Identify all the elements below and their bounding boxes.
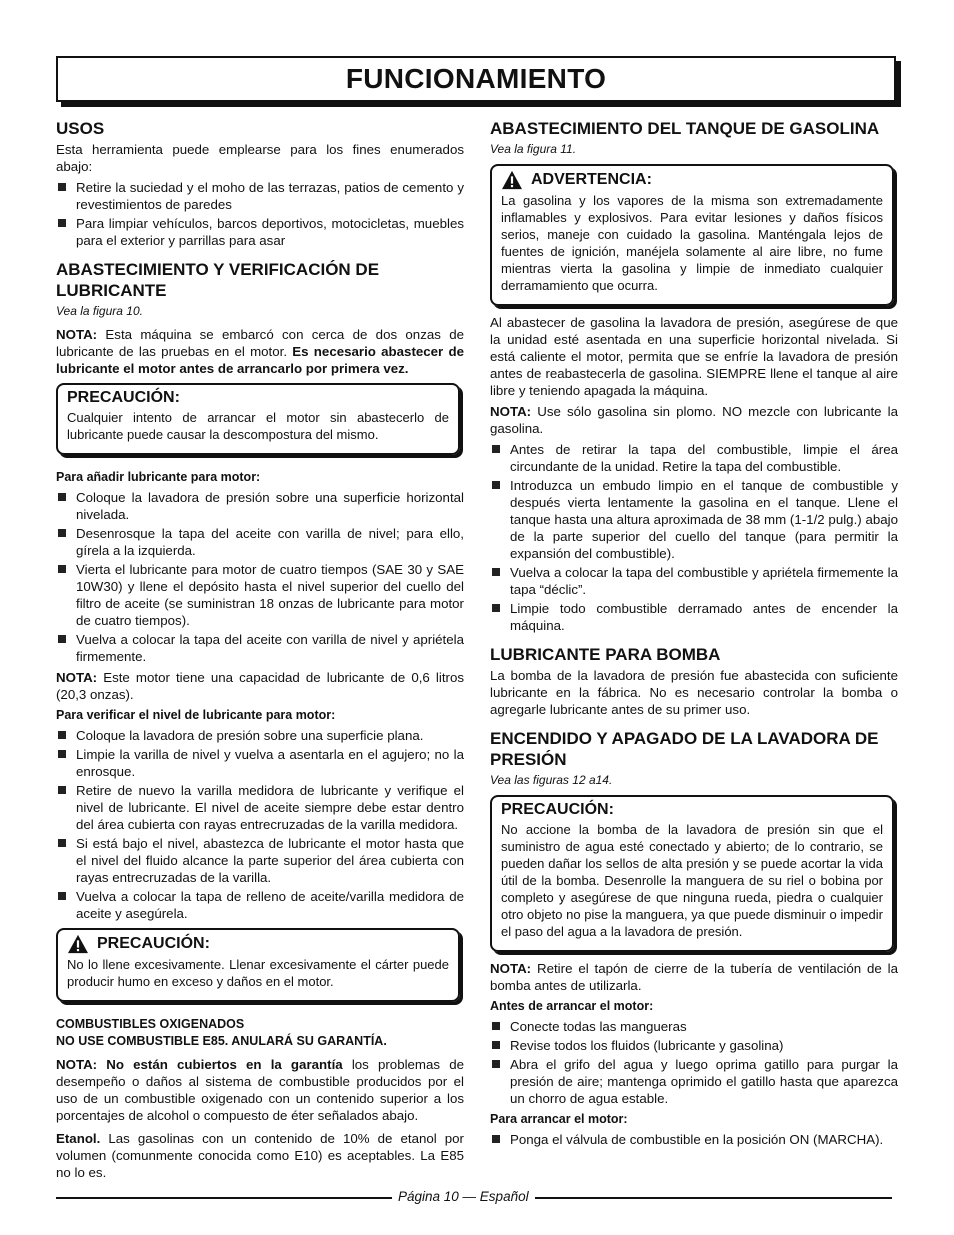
- para-heading: Para arrancar el motor:: [490, 1112, 628, 1126]
- gasolina-nota: NOTA: Use sólo gasolina sin plomo. NO mezcle con lubricante la gasolina.: [490, 404, 898, 436]
- list-item: Ponga el válvula de combustible en la posición ON (MARCHA).: [490, 1131, 898, 1148]
- bomba-heading: LUBRICANTE PARA BOMBA: [490, 645, 721, 664]
- lubricante-nota: NOTA: Esta máquina se embarcó con cerca de dos onzas de lubricante de las pruebas en el motor. Es necesario abastecer de lubricante el motor antes de arrancarlo por primera vez.: [56, 327, 464, 376]
- warning-icon: [67, 934, 89, 954]
- nota-label: NOTA:: [56, 327, 98, 342]
- page-footer: Página 10 — Español: [392, 1189, 535, 1204]
- list-item: Vierta el lubricante para motor de cuatro tiempos (SAE 30 y SAE 10W30) y llene el depósito hasta el nivel superior del cuello del filtro de aceite (se suministran 18 onzas de lubricante para motor de cuatro tiempos).: [56, 561, 464, 629]
- list-item: Abra el grifo del agua y luego oprima gatillo para purgar la presión de aire; mantenga oprimido el gatillo hasta que aparezca un chorro de agua estable.: [490, 1056, 898, 1107]
- list-item: Introduzca un embudo limpio en el tanque de combustible y después vierta lentamente la gasolina en el tanque. Llene el tanque hasta una altura aproximada de 38 mm (1-1/2 pulg.) abajo de la parte superior del cuello del tanque (para permitir la expansión del combustible).: [490, 477, 898, 562]
- precaucion-text: No accione la bomba de la lavadora de presión sin que el suministro de agua esté conectado y abierto; de lo contrario, se pueden dañar los sellos de alta presión y se puede acortar la vida útil de la bomba. Desenrolle la manguera de su riel o bobina por completo y asegúrese de que ninguna rueda, piedra o cualquier otro objeto no pise la manguera, ya que puede disminuir o impedir el paso del agua a la lavadora de presión.: [501, 822, 883, 939]
- warning-icon: [501, 170, 523, 190]
- list-item: Vuelva a colocar la tapa de relleno de aceite/varilla medidora de aceite y asegúrela.: [56, 888, 464, 922]
- lubricante-heading: ABASTECIMIENTO Y VERIFICACIÓN DE LUBRICANTE: [56, 260, 380, 300]
- encendido-heading: ENCENDIDO Y APAGADO DE LA LAVADORA DE PRESIÓN: [490, 729, 879, 769]
- antes-heading: Antes de arrancar el motor:: [490, 999, 654, 1013]
- advertencia-box: [490, 164, 894, 306]
- para-list: [490, 1131, 898, 1148]
- list-item: Vuelva a colocar la tapa del aceite con varilla de nivel y apriétela firmemente.: [56, 631, 464, 665]
- page-title-box: [56, 56, 896, 102]
- precaucion-box-1: [56, 383, 460, 455]
- precaucion-heading: PRECAUCIÓN:: [67, 389, 180, 406]
- page-title: FUNCIONAMIENTO: [345, 63, 607, 94]
- usos-list: [56, 179, 464, 249]
- precaucion-heading: PRECAUCIÓN:: [501, 801, 614, 818]
- antes-list: [490, 1018, 898, 1107]
- gasolina-paragraph: Al abastecer de gasolina la lavadora de presión, asegúrese de que la unidad esté asentada en una superficie horizontal nivelada. Si está caliente el motor, permita que se enfríe la lavadora de presión antes de reabastecerla de gasolina. SIEMPRE llene el tanque al aire libre y teniendo apagada la máquina.: [490, 315, 898, 398]
- precaucion-text: No lo llene excesivamente. Llenar excesivamente el cárter puede producir humo en exceso y daños en el motor.: [67, 957, 449, 989]
- bomba-text: La bomba de la lavadora de presión fue abastecida con suficiente lubricante en la fábrica. No es necesario controlar la bomba o agregarle lubricante antes de su primer uso.: [490, 668, 898, 717]
- anadir-nota: NOTA: Este motor tiene una capacidad de lubricante de 0,6 litros (20,3 onzas).: [56, 670, 464, 702]
- usos-intro: Esta herramienta puede emplearse para los fines enumerados abajo:: [56, 142, 464, 174]
- list-item: Retire de nuevo la varilla medidora de lubricante y verifique el nivel de lubricante. El nivel de aceite siempre debe estar dentro del área cubierta con rayas entrecruzadas de la varilla medidora.: [56, 782, 464, 833]
- verificar-list: [56, 727, 464, 922]
- list-item: Para limpiar vehículos, barcos deportivos, motocicletas, muebles para el exterior y parrillas para asar: [56, 215, 464, 249]
- oxigenados-nota: NOTA: No están cubiertos en la garantía los problemas de desempeño o daños al sistema de combustible producidos por el uso de un combustible oxigenado con un contenido superior a los porcentajes de alcohol o compuesto de éter señalados abajo.: [56, 1057, 464, 1123]
- advertencia-heading: ADVERTENCIA:: [531, 171, 652, 188]
- advertencia-text: La gasolina y los vapores de la misma son extremadamente inflamables y explosivos. Para evitar lesiones y daños físicos serios, maneje con cuidado la gasolina. Manténgala lejos de fuentes de ignición, manéjela solamente al aire libre, no fume mientras vierta la gasolina y limpie de inmediato cualquier derramamiento que ocurra.: [501, 193, 883, 293]
- etanol-paragraph: Etanol. Las gasolinas con un contenido de 10% de etanol por volumen (comunmente conocida como E10) es aceptables. La E85 no lo es.: [56, 1131, 464, 1180]
- anadir-list: [56, 489, 464, 665]
- list-item: Limpie la varilla de nivel y vuelva a asentarla en el agujero; no la enrosque.: [56, 746, 464, 780]
- precaucion-heading: PRECAUCIÓN:: [97, 935, 210, 952]
- list-item: Revise todos los fluidos (lubricante y gasolina): [490, 1037, 898, 1054]
- verificar-heading: Para verificar el nivel de lubricante para motor:: [56, 708, 336, 722]
- precaucion-text: Cualquier intento de arrancar el motor sin abastecerlo de lubricante puede causar la descompostura del mismo.: [67, 410, 449, 442]
- anadir-heading: Para añadir lubricante para motor:: [56, 470, 261, 484]
- figure-reference: Vea la figura 10.: [56, 304, 143, 318]
- oxigenados-heading: COMBUSTIBLES OXIGENADOS: [56, 1017, 245, 1031]
- list-item: Desenrosque la tapa del aceite con varilla de nivel; para ello, gírela a la izquierda.: [56, 525, 464, 559]
- arranque-nota: NOTA: Retire el tapón de cierre de la tubería de ventilación de la bomba antes de utilizarla.: [490, 961, 898, 993]
- usos-heading: USOS: [56, 119, 105, 138]
- precaucion-box-3: [490, 795, 894, 952]
- list-item: Antes de retirar la tapa del combustible, limpie el área circundante de la unidad. Retire la tapa del combustible.: [490, 441, 898, 475]
- list-item: Coloque la lavadora de presión sobre una superficie horizontal nivelada.: [56, 489, 464, 523]
- gasolina-heading: ABASTECIMIENTO DEL TANQUE DE GASOLINA: [490, 119, 880, 138]
- list-item: Si está bajo el nivel, abastezca de lubricante el motor hasta que el nivel del fluido alcance la parte superior del área cubierta con rayas entrecruzadas de la varilla.: [56, 835, 464, 886]
- e85-warning: NO USE COMBUSTIBLE E85. ANULARÁ SU GARANTÍA.: [56, 1034, 387, 1048]
- left-column: [56, 118, 464, 1185]
- figure-reference: Vea las figuras 12 a14.: [490, 773, 613, 787]
- list-item: Conecte todas las mangueras: [490, 1018, 898, 1035]
- list-item: Limpie todo combustible derramado antes de encender la máquina.: [490, 600, 898, 634]
- list-item: Retire la suciedad y el moho de las terrazas, patios de cemento y revestimientos de paredes: [56, 179, 464, 213]
- list-item: Vuelva a colocar la tapa del combustible y apriétela firmemente la tapa “déclic”.: [490, 564, 898, 598]
- gasolina-list: [490, 441, 898, 634]
- precaucion-box-2: [56, 928, 460, 1002]
- list-item: Coloque la lavadora de presión sobre una superficie plana.: [56, 727, 464, 744]
- figure-reference: Vea la figura 11.: [490, 142, 577, 156]
- right-column: [490, 118, 898, 1152]
